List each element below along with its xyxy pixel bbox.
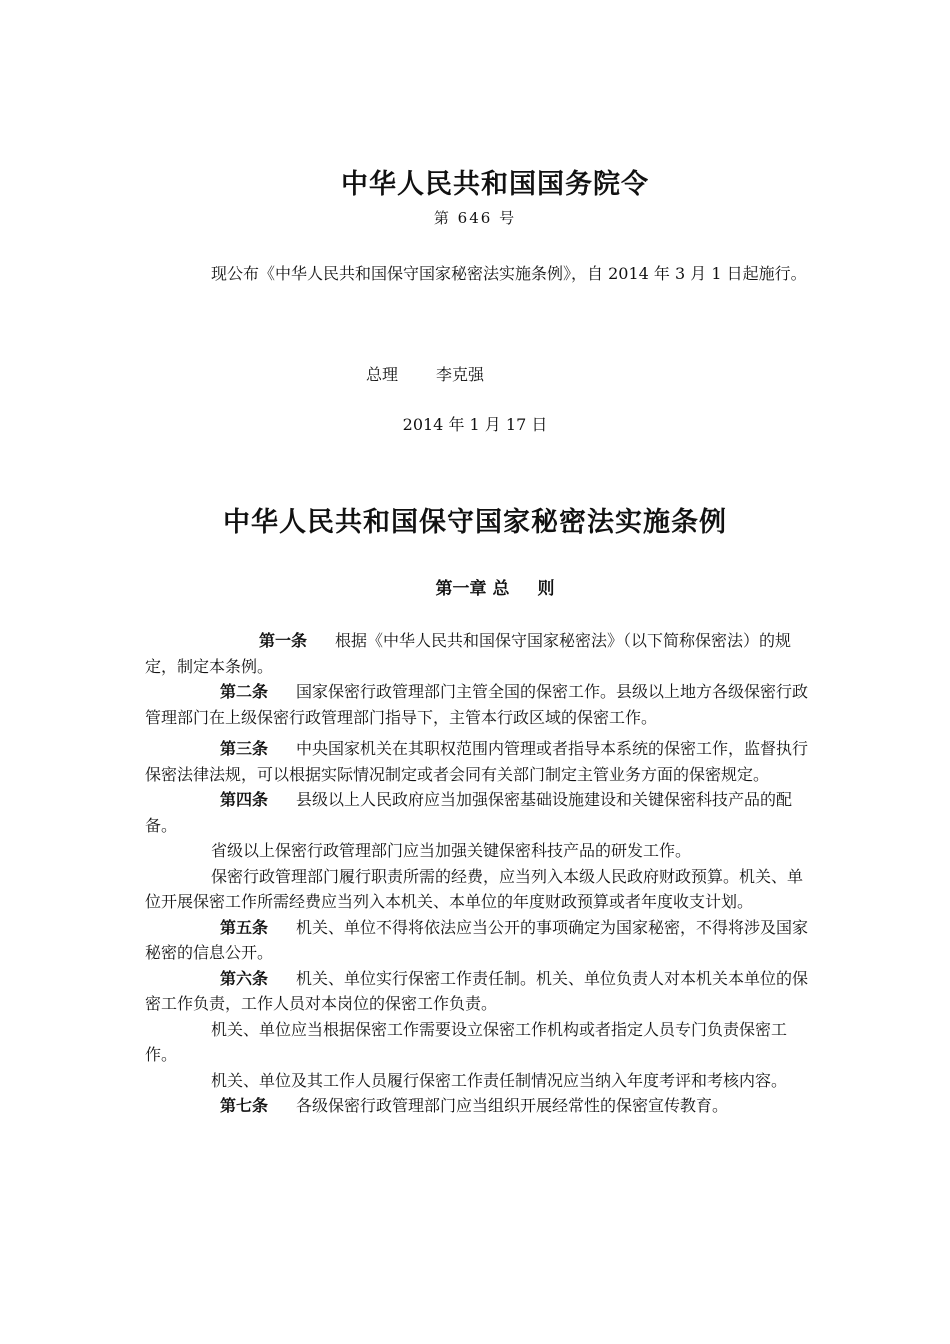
signature-line	[366, 362, 484, 385]
signer-title: 总理	[366, 365, 399, 384]
article-label: 第二条	[220, 682, 269, 701]
article-paragraph	[145, 1017, 813, 1068]
article-paragraph	[145, 1068, 813, 1094]
article-text: 根据《中华人民共和国保守国家秘密法》（以下简称保密法）的规定，制定本条例。	[145, 631, 792, 676]
decree-title: 中华人民共和国国务院令	[341, 169, 649, 200]
regulation-title: 中华人民共和国保守国家秘密法实施条例	[223, 507, 727, 538]
article-paragraph	[145, 679, 813, 730]
article-text: 机关、单位不得将依法应当公开的事项确定为国家秘密，不得将涉及国家秘密的信息公开。	[145, 917, 809, 962]
article-label: 第四条	[220, 790, 269, 809]
signing-date: 2014 年 1 月 17 日	[402, 415, 548, 434]
article-text: 各级保密行政管理部门应当组织开展经常性的保密宣传教育。	[296, 1096, 729, 1115]
article-label: 第一条	[259, 631, 308, 650]
article-label: 第六条	[220, 968, 269, 988]
article-text: 国家保密行政管理部门主管全国的保密工作。县级以上地方各级保密行政管理部门在上级保密行政管理部门指导下，主管本行政区域的保密工作。	[145, 682, 809, 727]
article-text: 县级以上人民政府应当加强保密基础设施建设和关键保密科技产品的配备。	[145, 790, 793, 835]
decree-number: 第 646 号	[433, 209, 517, 227]
article-paragraph	[145, 838, 813, 864]
article-text: 机关、单位实行保密工作责任制。机关、单位负责人对本机关本单位的保密工作负责，工作人员对本岗位的保密工作负责。	[145, 968, 809, 1013]
article-paragraph	[145, 787, 813, 838]
article-text: 机关、单位应当根据保密工作需要设立保密工作机构或者指定人员专门负责保密工作。	[145, 1019, 788, 1064]
chapter-heading-part1: 第一章 总	[435, 579, 510, 599]
article-paragraph	[145, 864, 813, 915]
article-paragraph	[145, 966, 813, 1017]
chapter-heading	[0, 574, 950, 599]
chapter-heading-part2: 则	[537, 579, 555, 599]
article-label: 第五条	[220, 917, 269, 937]
article-paragraph	[145, 1093, 813, 1119]
article-text: 保密行政管理部门履行职责所需的经费，应当列入本级人民政府财政预算。机关、单位开展保密工作所需经费应当列入本机关、本单位的年度财政预算或者年度收支计划。	[145, 866, 804, 911]
article-paragraph	[145, 628, 813, 679]
signer-name: 李克强	[436, 365, 485, 384]
article-text: 省级以上保密行政管理部门应当加强关键保密科技产品的研发工作。	[211, 841, 692, 860]
article-label: 第三条	[220, 739, 269, 758]
promulgation-text: 现公布《中华人民共和国保守国家秘密法实施条例》，自 2014 年 3 月 1 日起施行。	[211, 264, 807, 283]
article-label: 第七条	[220, 1096, 269, 1115]
article-paragraph	[145, 915, 813, 966]
article-text: 机关、单位及其工作人员履行保密工作责任制情况应当纳入年度考评和考核内容。	[211, 1070, 788, 1090]
regulation-body	[145, 628, 813, 1119]
article-text: 中央国家机关在其职权范围内管理或者指导本系统的保密工作，监督执行保密法律法规，可以根据实际情况制定或者会同有关部门制定主管业务方面的保密规定。	[145, 739, 809, 784]
article-paragraph	[145, 736, 813, 787]
